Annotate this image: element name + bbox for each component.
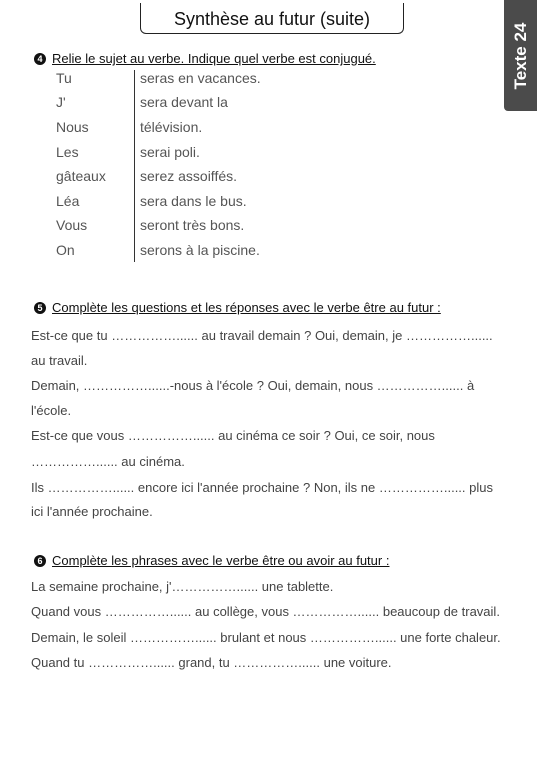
exercise4-number: 4 bbox=[34, 53, 46, 65]
subject: gâteaux bbox=[56, 168, 106, 184]
side-tab-label: Texte 24 bbox=[510, 22, 530, 89]
exercise5-line: Est-ce que tu ……………...... au travail demain ? Oui, demain, je ……………...... bbox=[31, 328, 493, 343]
exercise6-line: Quand vous ……………...... au collège, vous ……………...... beaucoup de travail. bbox=[31, 604, 500, 619]
side-tab bbox=[504, 0, 537, 111]
exercise5-instruction-text: Complète les questions et les réponses avec le verbe être au futur : bbox=[52, 300, 441, 315]
subject: Tu bbox=[56, 70, 72, 86]
exercise6-line: Demain, le soleil ……………...... brulant et nous ……………...... une forte chaleur. bbox=[31, 630, 501, 645]
verb: serons à la piscine. bbox=[140, 242, 260, 258]
exercise6-instruction-text: Complète les phrases avec le verbe être ou avoir au futur : bbox=[52, 553, 390, 568]
divider-line bbox=[134, 70, 135, 262]
exercise5-instruction bbox=[34, 300, 441, 315]
verb: seront très bons. bbox=[140, 217, 245, 233]
exercise4-instruction-text: Relie le sujet au verbe. Indique quel verbe est conjugué. bbox=[52, 51, 376, 66]
exercise6-line: Quand tu ……………...... grand, tu ……………...... une voiture. bbox=[31, 655, 392, 670]
exercise5-line: l'école. bbox=[31, 403, 72, 418]
subject: J' bbox=[56, 94, 66, 110]
exercise6-number: 6 bbox=[34, 555, 46, 567]
verb: serai poli. bbox=[140, 144, 200, 160]
verb: sera dans le bus. bbox=[140, 193, 247, 209]
exercise5-line: ici l'année prochaine. bbox=[31, 504, 153, 519]
exercise5-line: Est-ce que vous ……………...... au cinéma ce soir ? Oui, ce soir, nous bbox=[31, 428, 435, 443]
subject: Les bbox=[56, 144, 79, 160]
exercise6-instruction bbox=[34, 553, 389, 568]
subject: Léa bbox=[56, 193, 80, 209]
verb: seras en vacances. bbox=[140, 70, 261, 86]
exercise5-line: Demain, ……………......-nous à l'école ? Oui, demain, nous ……………...... à bbox=[31, 378, 475, 393]
page-title: Synthèse au futur (suite) bbox=[173, 9, 371, 29]
exercise5-line: au travail. bbox=[31, 353, 88, 368]
verb: serez assoiffés. bbox=[140, 168, 238, 184]
exercise5-line: ……………...... au cinéma. bbox=[31, 454, 185, 469]
subject: On bbox=[56, 242, 75, 258]
exercise6-line: La semaine prochaine, j'……………...... une tablette. bbox=[31, 579, 334, 594]
verb: télévision. bbox=[140, 119, 203, 135]
subject: Nous bbox=[56, 119, 89, 135]
subject: Vous bbox=[56, 217, 88, 233]
title-box bbox=[140, 3, 404, 34]
exercise4-instruction bbox=[34, 51, 376, 66]
exercise5-line: Ils ……………...... encore ici l'année prochaine ? Non, ils ne ……………...... plus bbox=[31, 480, 493, 495]
exercise5-number: 5 bbox=[34, 302, 46, 314]
verb: sera devant la bbox=[140, 94, 228, 110]
